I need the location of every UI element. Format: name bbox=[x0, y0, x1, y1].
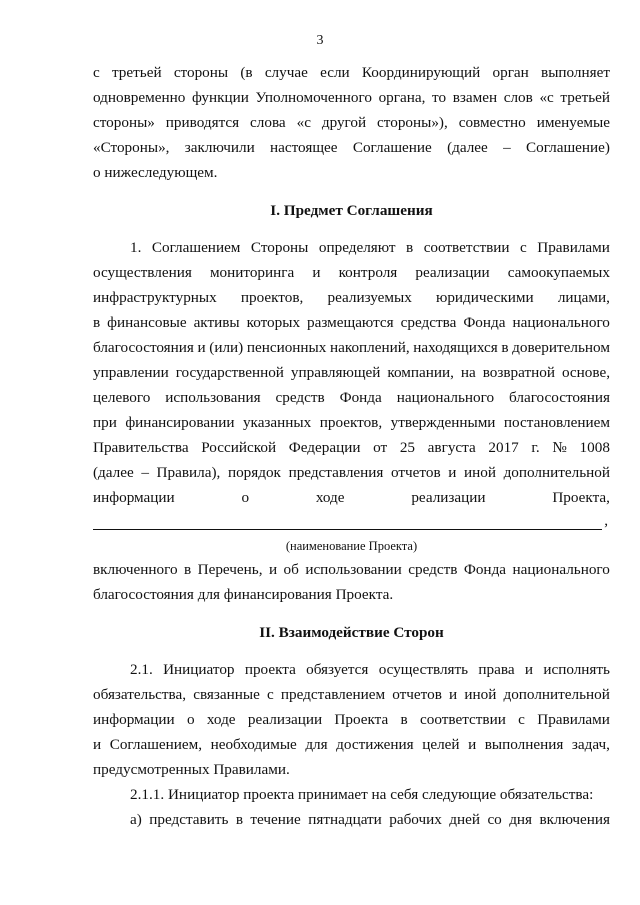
word: необходимые bbox=[210, 736, 297, 753]
word: рабочих bbox=[389, 811, 442, 828]
word: постановлением bbox=[503, 414, 610, 431]
clause-2-1-1: 2.1.1. Инициатор проекта принимает на себя следующие обязательства: bbox=[130, 786, 594, 803]
word: накоплений, bbox=[329, 339, 410, 356]
word: соответствии bbox=[420, 711, 506, 728]
word: третьей bbox=[560, 89, 610, 106]
word: Соглашение) bbox=[525, 139, 610, 156]
word: Инициатор bbox=[163, 661, 235, 678]
word: права bbox=[478, 661, 515, 678]
word: определяют bbox=[318, 239, 396, 256]
word: пятнадцати bbox=[308, 811, 382, 828]
word: представлением bbox=[280, 686, 386, 703]
word: включения bbox=[539, 811, 610, 828]
word: управляющей bbox=[290, 364, 381, 381]
word: другой bbox=[321, 114, 367, 131]
word: – bbox=[141, 464, 149, 481]
section-1-paragraph bbox=[93, 235, 610, 607]
word: реализации bbox=[411, 489, 486, 506]
word: (или) bbox=[209, 339, 244, 356]
word: проектов, bbox=[319, 414, 383, 431]
word: финансовые bbox=[107, 314, 187, 331]
word: реализуемых bbox=[327, 289, 412, 306]
word: № bbox=[552, 439, 567, 456]
word: органа, bbox=[378, 89, 426, 106]
text-line bbox=[93, 110, 610, 135]
text-line bbox=[93, 285, 610, 310]
word: взамен bbox=[452, 89, 498, 106]
word: если bbox=[320, 64, 350, 81]
word: реализации bbox=[415, 264, 490, 281]
word: проектов, bbox=[240, 289, 304, 306]
word: г. bbox=[531, 439, 540, 456]
word: национального bbox=[396, 389, 495, 406]
word: задач, bbox=[571, 736, 610, 753]
word: с bbox=[518, 711, 525, 728]
text-line bbox=[93, 657, 610, 682]
word: для bbox=[305, 736, 328, 753]
word: орган bbox=[492, 64, 529, 81]
word: Правилами bbox=[537, 239, 610, 256]
word: лицами, bbox=[557, 289, 610, 306]
word: дополнительной bbox=[503, 686, 610, 703]
word: Федерации bbox=[288, 439, 361, 456]
word: в bbox=[235, 811, 243, 828]
word: и bbox=[468, 736, 477, 753]
word: использования bbox=[165, 389, 261, 406]
word: в bbox=[93, 314, 101, 331]
paragraph-lines bbox=[93, 807, 610, 832]
word: реализации bbox=[247, 711, 323, 728]
word: Соглашением bbox=[151, 239, 241, 256]
text-line bbox=[93, 757, 610, 782]
word: о нижеследующем. bbox=[93, 164, 218, 181]
word: с bbox=[520, 239, 527, 256]
word: августа bbox=[427, 439, 476, 456]
blank-comma: , bbox=[604, 512, 608, 529]
word: благосостояния bbox=[93, 339, 194, 356]
word: дней bbox=[449, 811, 481, 828]
word: активы bbox=[193, 314, 240, 331]
word: в bbox=[406, 239, 414, 256]
word: на bbox=[460, 364, 476, 381]
word: а) bbox=[130, 811, 142, 828]
word: «с bbox=[296, 114, 311, 131]
word: 1. bbox=[130, 239, 142, 256]
word: о bbox=[241, 489, 250, 506]
section-1-heading: I. Предмет Соглашения bbox=[270, 202, 433, 219]
word: использовании bbox=[305, 561, 402, 578]
word: иной bbox=[463, 464, 496, 481]
word: течение bbox=[250, 811, 301, 828]
word: Правила), bbox=[156, 464, 221, 481]
text-line bbox=[93, 60, 610, 85]
word: дня bbox=[509, 811, 533, 828]
project-name-blank bbox=[93, 510, 610, 535]
word: об bbox=[283, 561, 299, 578]
word: Фонда bbox=[463, 561, 507, 578]
word: достижения bbox=[336, 736, 414, 753]
word: которых bbox=[246, 314, 301, 331]
word: пенсионных bbox=[246, 339, 327, 356]
word: стороны» bbox=[93, 114, 155, 131]
word: «с bbox=[539, 89, 554, 106]
word: (в bbox=[240, 64, 253, 81]
word: третьей bbox=[111, 64, 162, 81]
text-line bbox=[93, 557, 610, 582]
document-body bbox=[93, 60, 610, 832]
word: от bbox=[373, 439, 388, 456]
word: Проекта bbox=[334, 711, 389, 728]
word: юридическими bbox=[435, 289, 534, 306]
word: Соглашение bbox=[352, 139, 432, 156]
text-line bbox=[93, 707, 610, 732]
word: благосостояния bbox=[509, 389, 610, 406]
word: финансировании bbox=[125, 414, 235, 431]
word: средств bbox=[408, 561, 458, 578]
text-line bbox=[93, 682, 610, 707]
word: целевого bbox=[93, 389, 151, 406]
word: Правительства bbox=[93, 439, 189, 456]
word: дополнительной bbox=[503, 464, 610, 481]
text-line bbox=[93, 460, 610, 485]
word: находящихся bbox=[413, 339, 498, 356]
word: выполняет bbox=[541, 64, 610, 81]
word: исполнять bbox=[543, 661, 610, 678]
word: и bbox=[268, 561, 278, 578]
word: и bbox=[524, 661, 534, 678]
text-line bbox=[93, 582, 610, 607]
word: приводятся bbox=[165, 114, 240, 131]
word: осуществлять bbox=[378, 661, 469, 678]
word: (далее bbox=[93, 464, 134, 481]
word: обязуется bbox=[306, 661, 369, 678]
word: с bbox=[267, 686, 274, 703]
word: в bbox=[400, 711, 408, 728]
word: 1008 bbox=[579, 439, 610, 456]
word: с bbox=[93, 64, 100, 81]
word: предусмотренных Правилами. bbox=[93, 761, 290, 778]
word: представления bbox=[288, 464, 384, 481]
word: в bbox=[184, 561, 192, 578]
word: заключили bbox=[184, 139, 255, 156]
word: связанные bbox=[193, 686, 260, 703]
word: функции bbox=[191, 89, 249, 106]
word: управлении bbox=[93, 364, 169, 381]
word: возвратной bbox=[482, 364, 555, 381]
word: средства bbox=[400, 314, 457, 331]
word: Проекта, bbox=[552, 489, 610, 506]
word: 2.1. bbox=[130, 661, 153, 678]
word: мониторинга bbox=[209, 264, 295, 281]
word: ходе bbox=[206, 711, 236, 728]
clause-2-1 bbox=[93, 657, 610, 782]
word: стороны»), bbox=[377, 114, 448, 131]
word: – bbox=[503, 139, 511, 156]
word: обязательства, bbox=[93, 686, 187, 703]
project-name-caption: (наименование Проекта) bbox=[285, 539, 418, 553]
word: средств bbox=[275, 389, 325, 406]
text-line bbox=[93, 160, 610, 185]
word: доверительном bbox=[512, 339, 610, 356]
word: стороны bbox=[173, 64, 229, 81]
word: настоящее bbox=[270, 139, 338, 156]
word: при bbox=[93, 414, 117, 431]
clause-item-a bbox=[93, 807, 610, 832]
word: и bbox=[197, 339, 206, 356]
word: контроля bbox=[338, 264, 398, 281]
project-name-underline bbox=[93, 529, 602, 530]
word: Фонда bbox=[463, 314, 506, 331]
intro-paragraph bbox=[93, 60, 610, 185]
word: соответствии bbox=[423, 239, 510, 256]
word: Правилами bbox=[537, 711, 610, 728]
word: указанных bbox=[242, 414, 312, 431]
paragraph-lines bbox=[93, 235, 610, 510]
text-line bbox=[93, 485, 610, 510]
word: «Стороны», bbox=[93, 139, 170, 156]
word: представить bbox=[149, 811, 229, 828]
word: компании, bbox=[387, 364, 454, 381]
word: инфраструктурных bbox=[93, 289, 217, 306]
paragraph-lines bbox=[93, 557, 610, 607]
word: информации bbox=[93, 711, 175, 728]
word: отчетов bbox=[392, 686, 442, 703]
word: государственной bbox=[175, 364, 284, 381]
word: слов bbox=[503, 89, 533, 106]
word: Российской bbox=[201, 439, 277, 456]
word: и bbox=[449, 686, 458, 703]
word: и bbox=[312, 264, 321, 281]
word: национального bbox=[512, 561, 610, 578]
section-2-heading: II. Взаимодействие Сторон bbox=[259, 624, 444, 641]
word: самоокупаемых bbox=[507, 264, 610, 281]
word: утвержденными bbox=[390, 414, 496, 431]
word: национального bbox=[512, 314, 610, 331]
paragraph-lines bbox=[93, 60, 610, 185]
word: Стороны bbox=[250, 239, 309, 256]
text-line bbox=[93, 85, 610, 110]
word: в bbox=[501, 339, 509, 356]
word: слова bbox=[250, 114, 286, 131]
page-number: 3 bbox=[316, 33, 324, 48]
word: порядок bbox=[227, 464, 281, 481]
word: проекта bbox=[244, 661, 296, 678]
text-line bbox=[93, 235, 610, 260]
word: размещаются bbox=[307, 314, 394, 331]
word: и bbox=[93, 736, 102, 753]
word: Координирующий bbox=[361, 64, 481, 81]
word: Соглашением, bbox=[109, 736, 203, 753]
text-line bbox=[93, 385, 610, 410]
word: осуществления bbox=[93, 264, 192, 281]
text-line bbox=[93, 135, 610, 160]
word: выполнения bbox=[484, 736, 564, 753]
word: благосостояния для финансирования Проекта. bbox=[93, 586, 394, 603]
word: о bbox=[187, 711, 195, 728]
word: 25 bbox=[399, 439, 416, 456]
word: Перечень, bbox=[197, 561, 263, 578]
word: Фонда bbox=[339, 389, 382, 406]
word: совместно bbox=[458, 114, 526, 131]
word: информации bbox=[93, 489, 175, 506]
word: случае bbox=[264, 64, 308, 81]
text-line bbox=[93, 335, 610, 360]
word: именуемые bbox=[536, 114, 610, 131]
text-line bbox=[93, 310, 610, 335]
text-line bbox=[93, 360, 610, 385]
word: и bbox=[448, 464, 457, 481]
text-line bbox=[93, 732, 610, 757]
paragraph-lines bbox=[93, 657, 610, 782]
word: иной bbox=[464, 686, 497, 703]
word: целей bbox=[422, 736, 460, 753]
text-line bbox=[93, 435, 610, 460]
word: отчетов bbox=[391, 464, 441, 481]
word: то bbox=[432, 89, 447, 106]
word: основе, bbox=[561, 364, 610, 381]
text-line bbox=[93, 410, 610, 435]
word: 2017 bbox=[488, 439, 519, 456]
word: (далее bbox=[447, 139, 488, 156]
word: одновременно bbox=[93, 89, 186, 106]
text-line bbox=[93, 807, 610, 832]
word: ходе bbox=[315, 489, 345, 506]
text-line bbox=[93, 260, 610, 285]
word: Уполномоченного bbox=[255, 89, 372, 106]
word: со bbox=[487, 811, 502, 828]
word: включенного bbox=[93, 561, 178, 578]
